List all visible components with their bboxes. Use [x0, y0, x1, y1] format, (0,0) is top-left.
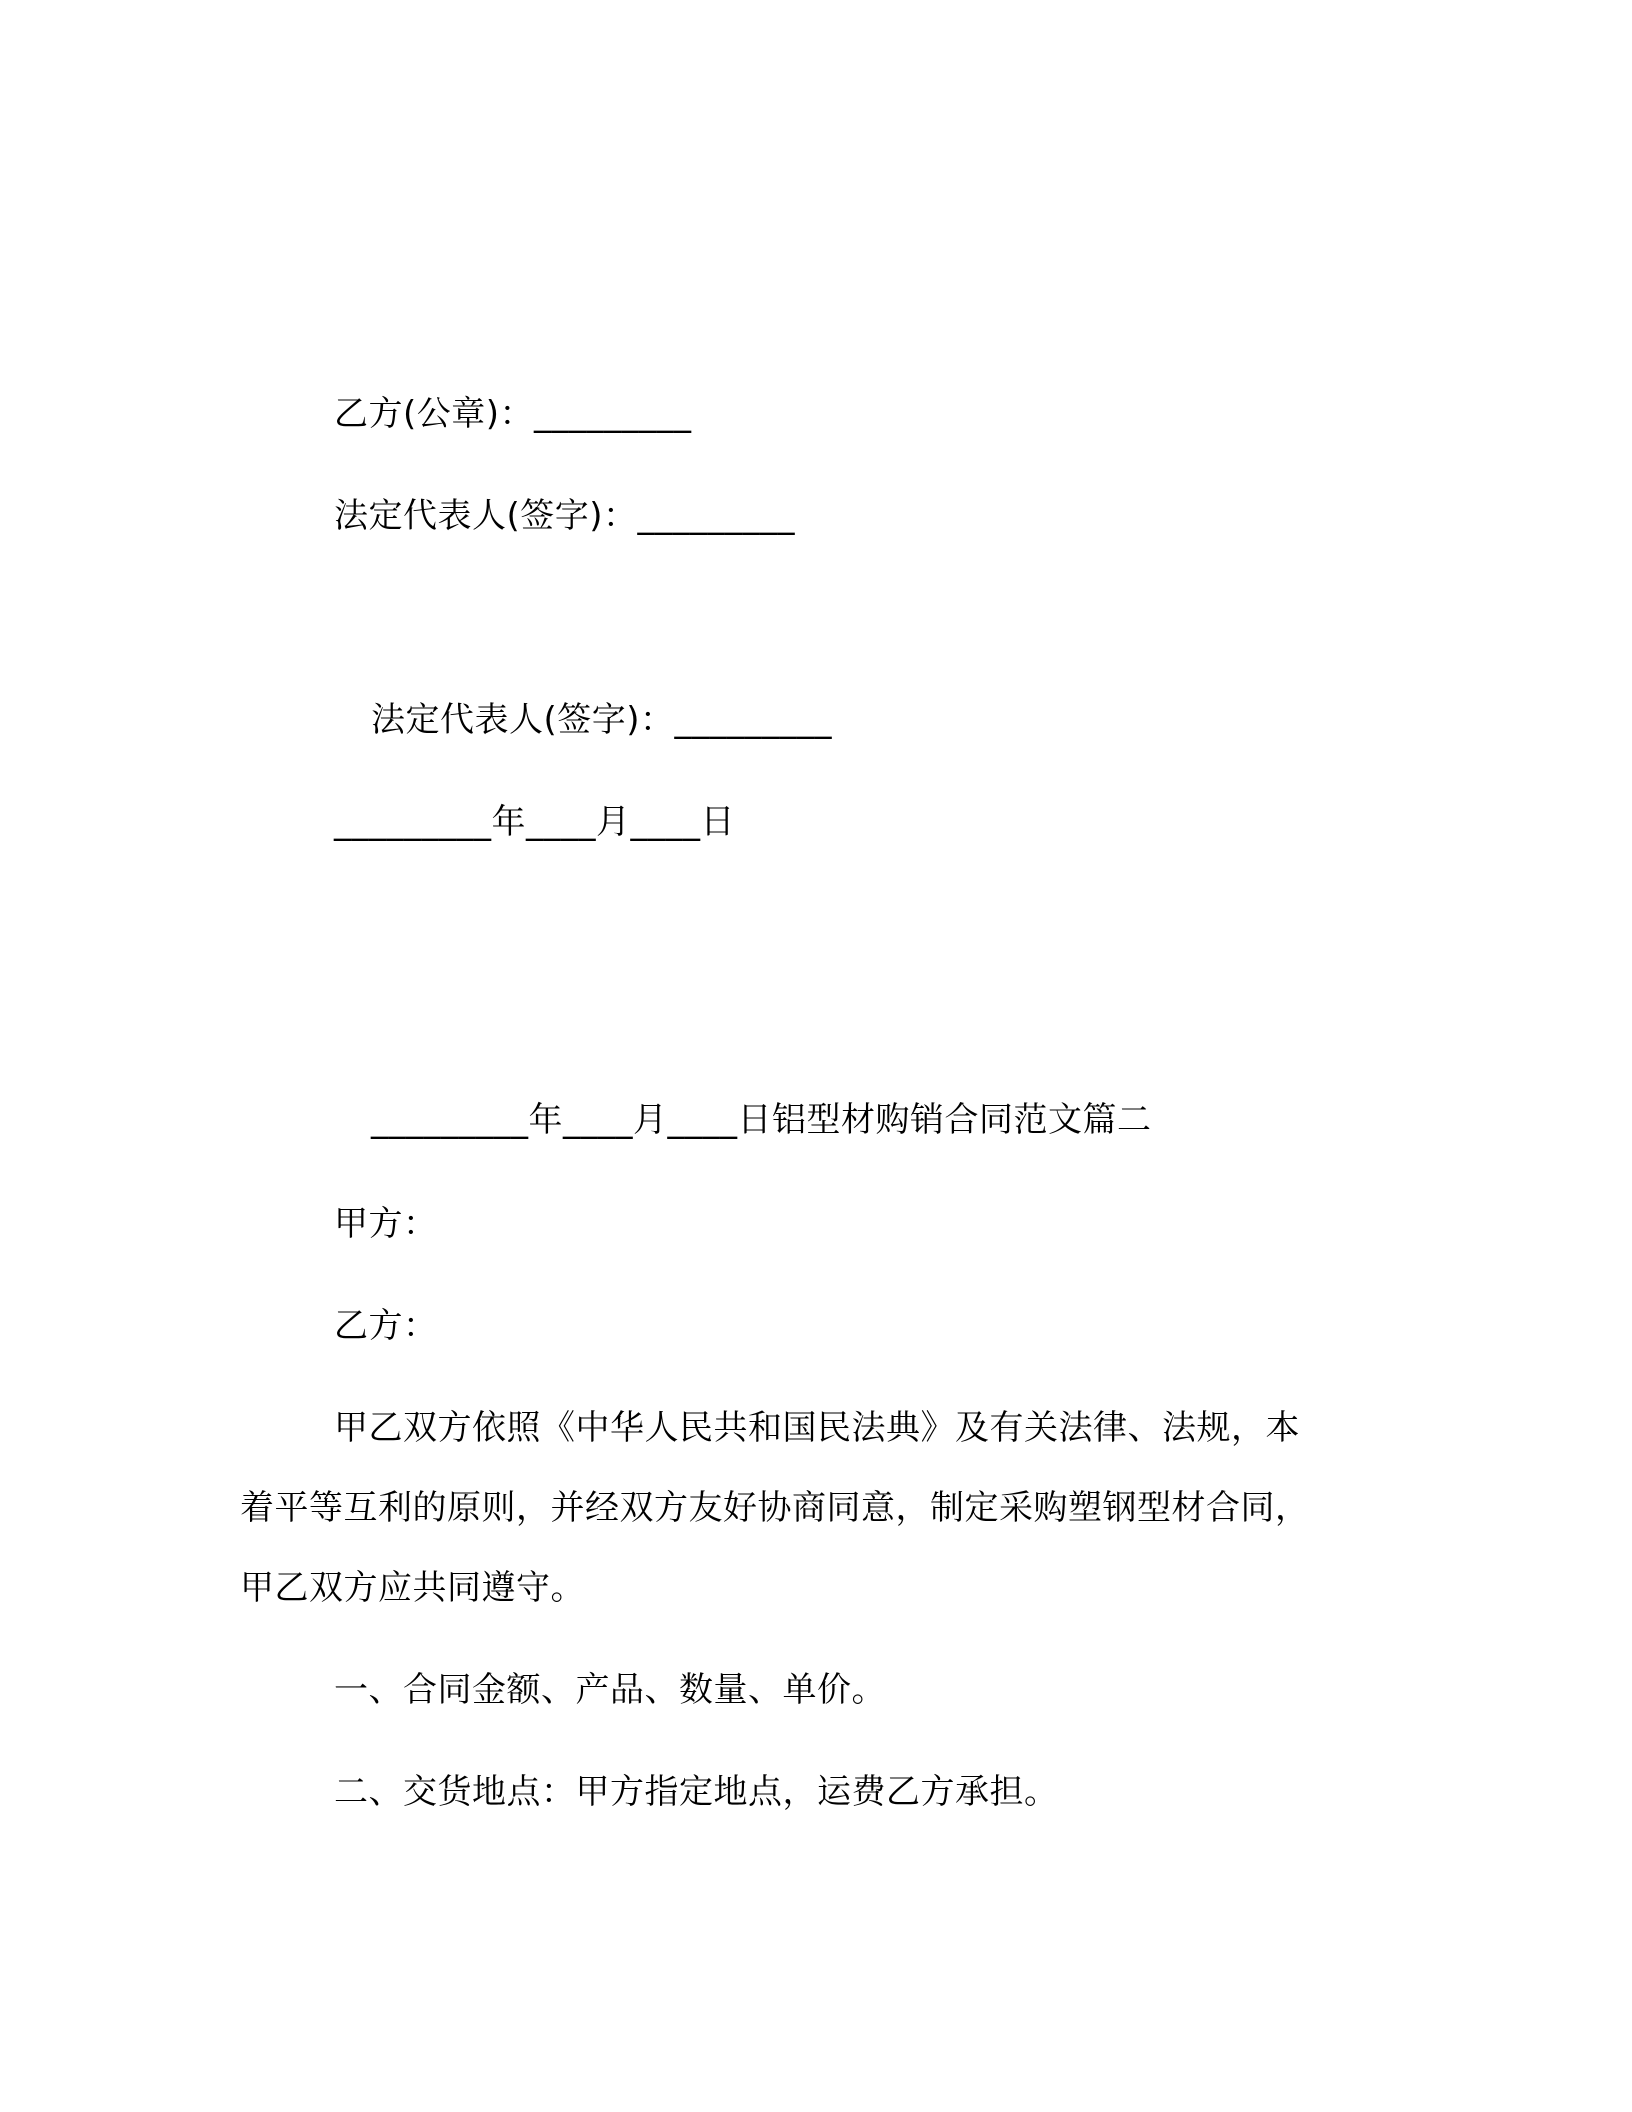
intro-paragraph-line-2: 着平等互利的原则，并经双方友好协商同意，制定采购塑钢型材合同， [240, 1488, 1310, 1528]
intro-paragraph-line-1: 甲乙双方依照《中华人民共和国民法典》及有关法律、法规，本 [334, 1408, 1300, 1448]
contract-title: _________年____月____日铝型材购销合同范文篇二 [371, 1100, 1152, 1140]
legal-representative-line-1: 法定代表人(签字)：_________ [334, 496, 796, 536]
legal-representative-line-2: 法定代表人(签字)：_________ [371, 700, 833, 740]
party-a-label: 甲方： [334, 1204, 438, 1244]
signature-date-line: _________年____月____日 [334, 802, 735, 842]
clause-1: 一、合同金额、产品、数量、单价。 [334, 1670, 886, 1710]
party-b-label: 乙方： [334, 1306, 438, 1346]
party-b-seal-line: 乙方(公章)：_________ [334, 394, 692, 434]
intro-paragraph-line-3: 甲乙双方应共同遵守。 [240, 1568, 585, 1608]
clause-2: 二、交货地点：甲方指定地点，运费乙方承担。 [334, 1772, 1059, 1812]
